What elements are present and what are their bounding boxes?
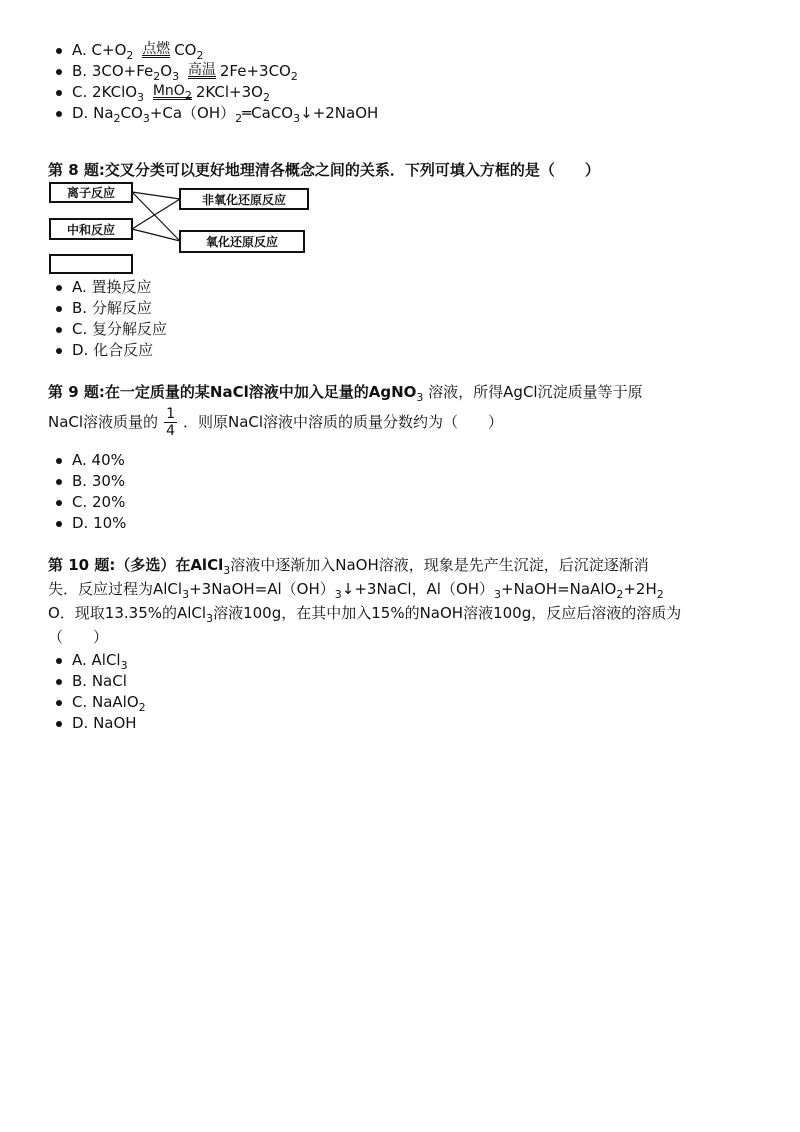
q10-stem-line2: 失．反应过程为$AlCl_3+3NaOH=Al(OH)_3↓+3NaCl$，$Al(OH)_3+NaOH=NaAlO_2+2H_2$	[48, 580, 664, 601]
q10-option-b[interactable]: B. NaCl	[72, 671, 146, 692]
q10-options	[72, 650, 146, 734]
q7-options	[72, 40, 378, 124]
q10-option-a[interactable]: A. AlCl$_3$	[72, 650, 146, 671]
q9-option-c[interactable]: C. 20%	[72, 493, 126, 511]
q9-stem-line2: NaCl溶液质量的 $\frac{1}{4}$ ．则原NaCl溶液中溶质的质量分数约为（ ）	[48, 406, 504, 439]
diagram-label-neutralization: 中和反应	[66, 223, 116, 237]
connector-line	[132, 199, 180, 229]
q9-option-a[interactable]: A. 40%	[72, 451, 125, 469]
connector-line	[132, 229, 180, 241]
reaction-condition: 点燃	[142, 41, 171, 57]
q8-option-a[interactable]: A. 置换反应	[72, 277, 167, 298]
q7-option-a[interactable]: A. $C+O_2$ 点燃 $CO_2$	[72, 40, 378, 61]
q10-option-c[interactable]: C. NaAlO$_2$	[72, 693, 146, 714]
q8-option-d[interactable]: D. 化合反应	[72, 340, 167, 361]
q9-stem-line1: 第 9 题:在一定质量的某NaCl溶液中加入足量的AgNO$_3$ 溶液，所得AgCl沉淀质量等于原	[48, 383, 643, 404]
q8-option-c[interactable]: C. 复分解反应	[72, 320, 168, 338]
q9-option-b[interactable]: B. 30%	[72, 472, 126, 490]
fraction: $\frac{1}{4}$	[166, 406, 175, 439]
connector-line	[132, 192, 180, 199]
q7-option-c[interactable]: C. 2KClO$_3$ MnO$_2$ $2KCl+3O_2$	[72, 82, 378, 103]
q7-option-d[interactable]: D. $Na_2CO_3+Ca(OH)_2═CaCO_3↓+2NaOH$	[72, 104, 379, 125]
q10-stem-line1: 第 10 题:（多选）在AlCl$_3$溶液中逐渐加入NaOH溶液，现象是先产生沉淀，后沉淀逐渐消	[48, 556, 649, 577]
diagram-label-redox: 氧化还原反应	[205, 235, 279, 249]
connector-line	[132, 192, 180, 241]
q10-stem-line4: （ ）	[48, 628, 109, 646]
reaction-condition: MnO$_2$	[152, 83, 192, 102]
q9-option-d[interactable]: D. 10%	[72, 514, 127, 532]
diagram-label-non-redox: 非氧化还原反应	[201, 193, 287, 207]
q10-option-d[interactable]: D. NaOH	[72, 713, 146, 734]
q9-options	[72, 450, 126, 534]
diagram-label-ionic: 离子反应	[66, 186, 116, 200]
q8-options	[72, 277, 167, 361]
q8-classification-diagram	[48, 181, 310, 275]
q8-stem: 第 8 题:交叉分类可以更好地理清各概念之间的关系．下列可填入方框的是（ ）	[48, 161, 600, 179]
reaction-condition: 高温	[187, 62, 216, 78]
diagram-box-blank[interactable]	[50, 255, 132, 273]
q8-option-b[interactable]: B. 分解反应	[72, 298, 167, 319]
q7-option-b[interactable]: B. $3CO+Fe_2O_3$ 高温 $2Fe+3CO_2$	[72, 61, 378, 82]
q10-stem-line3: O．现取13.35%的AlCl$_3$溶液100g，在其中加入15%的NaOH溶液100g，反应后溶液的溶质为	[48, 604, 682, 625]
